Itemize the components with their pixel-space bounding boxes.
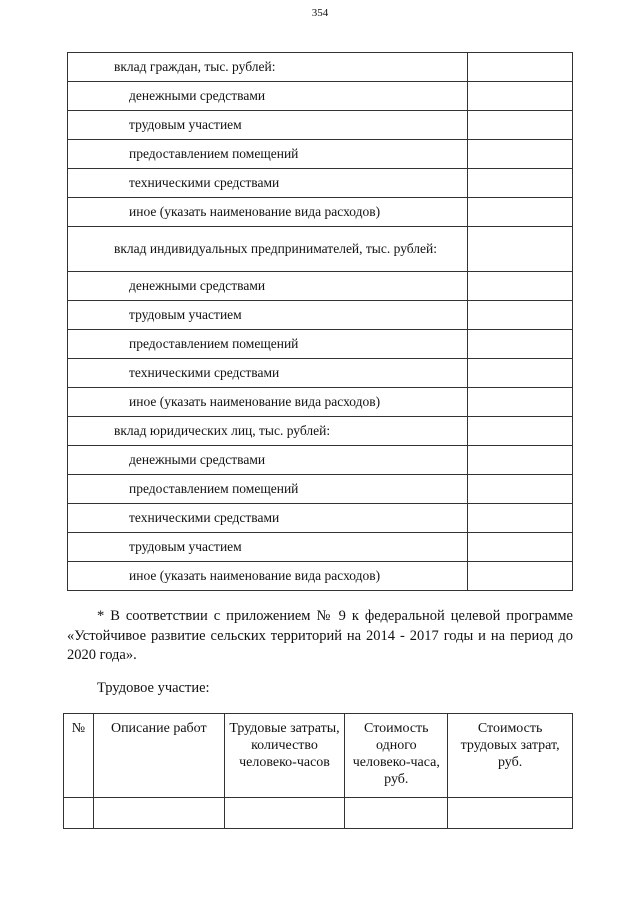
page-number: 354 [311, 7, 329, 19]
table-row [68, 169, 573, 198]
value-cell[interactable] [468, 330, 573, 359]
row-label: иное (указать наименование вида расходов) [68, 562, 468, 591]
table-row [68, 562, 573, 591]
table-row [68, 198, 573, 227]
labor-table [63, 713, 573, 829]
table-row [68, 111, 573, 140]
row-label: денежными средствами [68, 82, 468, 111]
row-label: предоставлением помещений [68, 475, 468, 504]
row-label: денежными средствами [68, 272, 468, 301]
table-row [68, 417, 573, 446]
table-row [68, 504, 573, 533]
labor-cell[interactable] [93, 798, 224, 829]
value-cell[interactable] [468, 446, 573, 475]
table-row [68, 330, 573, 359]
value-cell[interactable] [468, 504, 573, 533]
labor-cell[interactable] [64, 798, 94, 829]
row-label: вклад индивидуальных предпринимателей, тыс. рублей: [68, 227, 468, 272]
value-cell[interactable] [468, 198, 573, 227]
table-row [68, 140, 573, 169]
table-row [68, 388, 573, 417]
table-row [68, 272, 573, 301]
row-label: вклад юридических лиц, тыс. рублей: [68, 417, 468, 446]
labor-header-hours: Трудовые затраты, количество человеко-часов [224, 714, 345, 798]
value-cell[interactable] [468, 111, 573, 140]
labor-header-total-cost: Стоимость трудовых затрат, руб. [448, 714, 573, 798]
table-row [68, 301, 573, 330]
value-cell[interactable] [468, 562, 573, 591]
labor-cell[interactable] [345, 798, 448, 829]
row-label: вклад граждан, тыс. рублей: [68, 53, 468, 82]
labor-header-number: № [64, 714, 94, 798]
value-cell[interactable] [468, 140, 573, 169]
table-row [68, 359, 573, 388]
table-row [68, 53, 573, 82]
table-row [68, 533, 573, 562]
value-cell[interactable] [468, 359, 573, 388]
value-cell[interactable] [468, 272, 573, 301]
row-label: предоставлением помещений [68, 330, 468, 359]
value-cell[interactable] [468, 169, 573, 198]
row-label: техническими средствами [68, 169, 468, 198]
labor-heading: Трудовое участие: [97, 680, 210, 696]
table-row [68, 446, 573, 475]
value-cell[interactable] [468, 475, 573, 504]
row-label: техническими средствами [68, 504, 468, 533]
labor-empty-row [64, 798, 573, 829]
footnote: * В соответствии с приложением № 9 к федеральной целевой программе «Устойчивое развитие сельских территорий на 2014 - 2017 годы и на период до 2020 года». [67, 608, 573, 663]
table-row [68, 475, 573, 504]
table-row [68, 227, 573, 272]
value-cell[interactable] [468, 82, 573, 111]
row-label: трудовым участием [68, 533, 468, 562]
value-cell[interactable] [468, 388, 573, 417]
row-label: трудовым участием [68, 111, 468, 140]
table-row [68, 82, 573, 111]
labor-header-hour-cost: Стоимость одного человеко-часа, руб. [345, 714, 448, 798]
labor-header-description: Описание работ [93, 714, 224, 798]
labor-cell[interactable] [448, 798, 573, 829]
row-label: иное (указать наименование вида расходов) [68, 388, 468, 417]
value-cell[interactable] [468, 417, 573, 446]
row-label: иное (указать наименование вида расходов) [68, 198, 468, 227]
labor-cell[interactable] [224, 798, 345, 829]
value-cell[interactable] [468, 533, 573, 562]
value-cell[interactable] [468, 227, 573, 272]
row-label: предоставлением помещений [68, 140, 468, 169]
row-label: трудовым участием [68, 301, 468, 330]
labor-header-row [64, 714, 573, 798]
row-label: денежными средствами [68, 446, 468, 475]
value-cell[interactable] [468, 53, 573, 82]
contributions-table [67, 52, 573, 591]
value-cell[interactable] [468, 301, 573, 330]
row-label: техническими средствами [68, 359, 468, 388]
